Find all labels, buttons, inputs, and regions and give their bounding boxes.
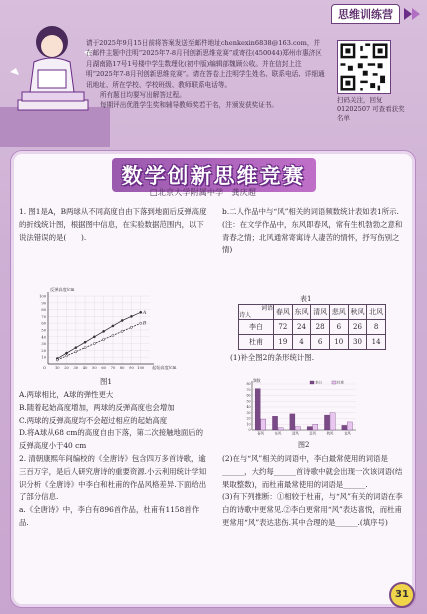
- x-tick-label: 北风: [343, 431, 351, 436]
- data-point: [112, 334, 114, 336]
- bar: [295, 427, 300, 430]
- table-cell: 26: [348, 320, 367, 335]
- table-corner-top: 词语: [260, 305, 273, 312]
- y-tick-label: 70: [246, 387, 251, 392]
- q1-option-d: D.将A球从68 cm的高度自由下落，第二次接触地面后的反弹高度小于40 cm: [19, 428, 204, 451]
- bar: [313, 424, 318, 430]
- table-cell: 4: [292, 335, 311, 350]
- table-header-row: [239, 305, 386, 320]
- data-point: [65, 355, 67, 357]
- q1-options: [19, 389, 207, 530]
- y-tick-label: 40: [41, 335, 46, 340]
- legend-label: 李白: [315, 380, 322, 385]
- q2-info-a: a.《全唐诗》中，李白有896首作品，杜甫有1158首作品.: [19, 505, 200, 527]
- left-column: [19, 206, 207, 244]
- series-line-A: [57, 312, 140, 358]
- table-cell: 19: [274, 335, 293, 350]
- data-point: [75, 351, 77, 353]
- y-tick-label: 30: [41, 342, 46, 347]
- table-col-header: 春风: [274, 305, 293, 320]
- y-tick-label: 70: [41, 314, 46, 319]
- y-tick-label: 10: [246, 422, 251, 427]
- table-col-header: 东风: [292, 305, 311, 320]
- figure2-bar-chart: [240, 378, 360, 440]
- table-col-header: 清风: [311, 305, 330, 320]
- legend-swatch: [332, 381, 336, 384]
- x-tick-label: 清风: [291, 431, 299, 436]
- origin-label: 0: [248, 428, 251, 433]
- table-cell: 24: [292, 320, 311, 335]
- x-tick-label: 70: [110, 366, 116, 370]
- x-tick-label: 悲风: [309, 431, 317, 436]
- x-tick-label: 30: [73, 366, 79, 370]
- bar: [278, 428, 283, 430]
- y-tick-label: 60: [246, 393, 251, 398]
- x-tick-label: 春风: [257, 431, 265, 436]
- bar: [290, 414, 295, 430]
- submission-notice: [86, 38, 326, 111]
- section-tab-label: 思维训练营: [331, 4, 400, 24]
- q2-info-b: b.二人作品中与“风”相关的词语频数统计表如表1所示.(注：在文学作品中，东风即春风，常有生机勃勃之意和青春之情；北风通常寄寓诗人凄苦的情怀，抒写伤别之情): [222, 207, 403, 255]
- bar: [324, 415, 329, 430]
- figure1-line-chart: [30, 286, 180, 376]
- series-label: B: [142, 320, 147, 327]
- data-point: [65, 352, 67, 354]
- legend-swatch: [310, 381, 314, 384]
- table-row-label: 杜甫: [239, 335, 274, 350]
- word-frequency-table: [238, 304, 386, 350]
- q2-stem: 2. 清朝康熙年间编校的《全唐诗》包含四万多首诗歌，逾三百万字，是后人研究唐诗的重要资源.小云利用统计学知识分析《全唐诗》中李白和杜甫的作品风格差异.下面给出了部分信息.: [19, 453, 207, 502]
- bar: [255, 389, 260, 430]
- qr-code-icon[interactable]: [337, 40, 391, 94]
- qr-caption: 扫码关注，回复 01202507 可查看获奖名单: [337, 96, 405, 122]
- x-tick-label: 80: [119, 366, 125, 370]
- x-tick-label: 100: [137, 366, 145, 370]
- bar: [342, 425, 347, 430]
- series-line-B: [57, 323, 140, 360]
- q1-stem: 1. 图1是A，B两球从不同高度自由下落到地面后反弹高度的折线统计图，根据图中信息，在实验数据范围内，以下说法错误的是( ).: [19, 207, 207, 242]
- data-point: [84, 341, 86, 343]
- fig2-caption: 图2: [298, 441, 310, 449]
- page-number: 31: [389, 582, 415, 608]
- table-cell: 72: [274, 320, 293, 335]
- q2-sub3: (3)有下列推断：①相较于杜甫，与“风”有关的词语在李白的诗歌中更常见.②李白更常用“风”表达喜悦，而杜甫更常用“风”表达悲伤.其中合理的是______.(填序号): [222, 492, 403, 527]
- fig1-caption: 图1: [100, 377, 113, 386]
- page-title: 数学创新思维竞赛: [112, 158, 316, 192]
- table-cell: 28: [311, 320, 330, 335]
- y-axis-label: 频数: [253, 378, 261, 383]
- series-label: A: [142, 309, 147, 316]
- y-tick-label: 90: [41, 301, 46, 306]
- data-point: [121, 330, 123, 332]
- table-cell: 8: [367, 320, 386, 335]
- q1-option-a: A.两球相比，A球的弹性更大: [19, 390, 114, 399]
- y-tick-label: 20: [246, 416, 251, 421]
- table-corner-cell: [239, 305, 274, 320]
- y-tick-label: 60: [41, 321, 46, 326]
- y-tick-label: 30: [246, 410, 251, 415]
- notice-paragraph: 请于2025年9月15日前将答案发送至邮件地址chenkexin6838@163.com，并在邮件主题中注明“2025年7-8月刊创新思维竞赛”或寄往(450044)郑州市惠济区月湖南路17号1号楼中学生数理化(初中版)编辑部魏顾公收。并在信封上注明“2025年7-8月刊创新思维竞赛”。请在答卷上注明学生姓名、联系电话、详细通讯地址、所在学校、学校班级、教师联系电话等。: [86, 39, 325, 89]
- x-tick-label: 东风: [274, 431, 282, 436]
- y-tick-label: 50: [41, 328, 46, 333]
- y-tick-label: 80: [246, 382, 251, 387]
- table-cell: 6: [311, 335, 330, 350]
- y-tick-label: 20: [41, 348, 46, 353]
- data-point: [103, 338, 105, 340]
- bar: [272, 416, 277, 430]
- data-point: [140, 311, 142, 313]
- data-point: [130, 326, 132, 328]
- right-column: [222, 206, 408, 257]
- bar: [347, 422, 352, 430]
- data-point: [93, 343, 95, 345]
- section-brand: [331, 3, 421, 25]
- data-point: [84, 347, 86, 349]
- notice-paragraph: 所有题目均要写出解答过程。: [100, 91, 186, 100]
- q1-option-c: C.两球的反弹高度均不会超过相应的起始高度: [19, 415, 168, 425]
- table-cell: 10: [329, 335, 348, 350]
- origin-label: O: [43, 366, 46, 370]
- data-point: [75, 347, 77, 349]
- table-col-header: 秋风: [348, 305, 367, 320]
- table-caption: 表1: [300, 295, 312, 303]
- x-axis-label: 起始高度/cm: [152, 365, 177, 370]
- data-point: [93, 336, 95, 338]
- table-col-header: 北风: [367, 305, 386, 320]
- y-tick-label: 10: [41, 355, 46, 360]
- q2-sub1: (1)补全图2的条形统计图.: [230, 353, 315, 362]
- q1-option-b: B.随着起始高度增加，两球的反弹高度也会增加: [19, 402, 175, 412]
- bar: [307, 427, 312, 430]
- data-point: [56, 359, 58, 361]
- table-cell: 30: [348, 335, 367, 350]
- table-col-header: 悲风: [329, 305, 348, 320]
- x-tick-label: 90: [129, 366, 134, 370]
- x-tick-label: 秋风: [326, 431, 334, 436]
- y-axis-label: 反弹高度/cm: [50, 287, 75, 292]
- x-tick-label: 50: [92, 366, 97, 370]
- y-tick-label: 100: [39, 294, 46, 299]
- table-cell: 14: [367, 335, 386, 350]
- bar: [261, 419, 266, 430]
- data-point: [103, 330, 105, 332]
- q2-sub2: (2)在与“风”相关的词语中，李白最常使用的词语是______，大约每______首诗歌中就会出现一次该词语(结果取整数)，而杜甫最常使用的词语是______.: [222, 454, 403, 489]
- notice-paragraph: 每期评出优胜学生奖和辅导教师奖若干名，并颁发获奖证书。: [100, 101, 279, 110]
- x-tick-label: 40: [82, 366, 88, 370]
- data-point: [130, 315, 132, 317]
- brand-logo-icon: [403, 5, 421, 23]
- y-tick-label: 40: [246, 405, 251, 410]
- data-point: [112, 325, 114, 327]
- x-tick-label: 10: [54, 366, 60, 370]
- table-row: [239, 320, 386, 335]
- data-point: [140, 322, 142, 324]
- table-cell: 6: [329, 320, 348, 335]
- table-row-label: 李白: [239, 320, 274, 335]
- legend-label: 杜甫: [337, 380, 344, 385]
- table-row: [239, 335, 386, 350]
- data-point: [121, 319, 123, 321]
- x-tick-label: 60: [101, 366, 106, 370]
- y-tick-label: 80: [41, 308, 46, 313]
- table-corner-bottom: 诗人: [239, 312, 252, 319]
- q2-sub-questions: [222, 453, 408, 530]
- x-tick-label: 20: [64, 366, 69, 370]
- bar: [330, 413, 335, 430]
- author-line: □北京大学附属中学 龚庆超: [150, 187, 256, 197]
- y-tick-label: 50: [246, 399, 251, 404]
